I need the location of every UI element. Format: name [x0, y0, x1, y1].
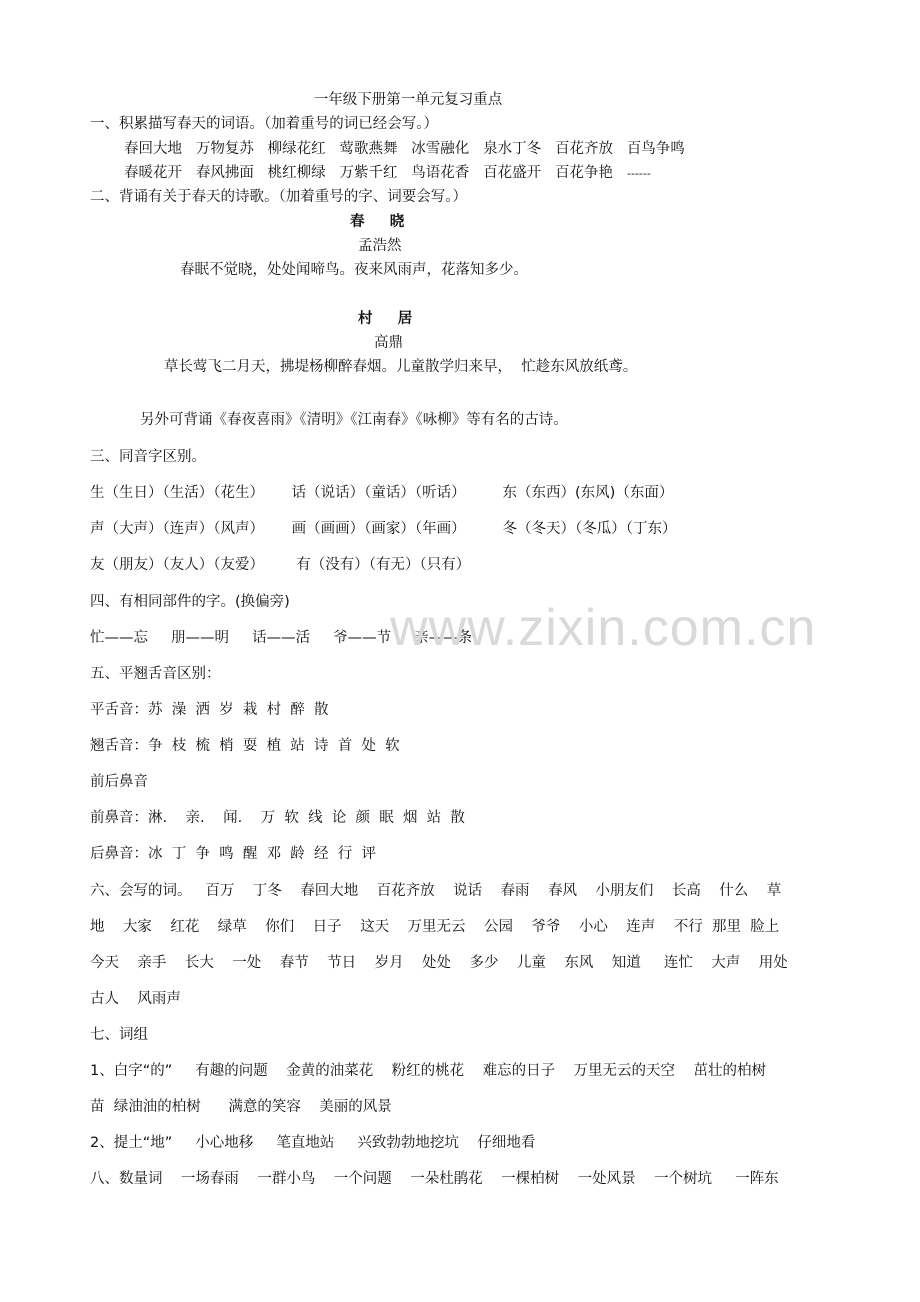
homophone-row-2: 声（大声）（连声）（风声） 画（画画）（画家）（年画） 冬（冬天）（冬瓜）（丁东） [90, 521, 677, 537]
section-8-line-1: 八、数量词 一场春雨 一群小鸟 一个问题 一朵杜鹃花 一棵柏树 一处风景 一个树坑 一阵东 [90, 1171, 779, 1187]
homophone-row-1: 生（生日）（生活）（花生） 话（说话）（童话）（听话） 东（东西）(东风)（东面） [90, 485, 674, 501]
section-7-line-2: 苗 绿油油的柏树 满意的笑容 美丽的风景 [90, 1099, 392, 1115]
section-7-line-1: 1、白字“的” 有趣的问题 金黄的油菜花 粉红的桃花 难忘的日子 万里无云的天空 茁壮的柏树 [90, 1063, 766, 1079]
poem-2-author: 高鼎 [374, 335, 403, 351]
section-6-line-2: 地 大家 红花 绿草 你们 日子 这天 万里无云 公园 爷爷 小心 连声 不行 那里 脸上 [90, 919, 780, 935]
page-title: 一年级下册第一单元复习重点 [313, 92, 503, 108]
section-1-heading: 一、积累描写春天的词语。（加着重号的词已经会写。） [90, 116, 438, 132]
section-7-heading: 七、词组 [90, 1027, 148, 1043]
spring-words-row-2 [124, 163, 651, 184]
section-7-line-3: 2、提土“地” 小心地移 笔直地站 兴致勃勃地挖坑 仔细地看 [90, 1135, 536, 1151]
extra-poems: 另外可背诵《春夜喜雨》《清明》《江南春》《咏柳》等有名的古诗。 [140, 412, 568, 428]
homophone-row-3: 友（朋友）（友人）（友爱） 有（没有）（有无）（只有） [90, 557, 471, 573]
front-nasal-row: 前鼻音：淋. 亲. 闻. 万 软 线 论 颜 眠 烟 站 散 [90, 810, 465, 826]
watermark: www.zixin.com.cn [390, 599, 817, 657]
section-5-heading: 五、平翘舌音区别： [90, 666, 221, 682]
retroflex-row: 翘舌音：争 枝 梳 梢 耍 植 站 诗 首 处 软 [90, 738, 400, 754]
section-6-line-3: 今天 亲手 长大 一处 春节 节日 岁月 处处 多少 儿童 东风 知道 连忙 大声 用处 [90, 955, 788, 971]
poem-1-author: 孟浩然 [358, 238, 402, 254]
section-6-line-4: 古人 风雨声 [90, 991, 181, 1007]
spring-words-row-1: 春回大地 万物复苏 柳绿花红 莺歌燕舞 冰雪融化 泉水丁冬 百花齐放 百鸟争鸣 [124, 141, 685, 157]
dash-tail: ------ [626, 167, 651, 180]
radical-pairs: 忙——忘 朋——明 话——活 爷——节 亲——条 [90, 630, 473, 646]
poem-1-title: 春 晓 [350, 214, 406, 230]
section-3-heading: 三、同音字区别。 [90, 449, 206, 465]
poem-2-title: 村 居 [358, 311, 414, 327]
back-nasal-row: 后鼻音：冰 丁 争 鸣 醒 邓 龄 经 行 评 [90, 846, 376, 862]
spring-words-row-2-text: 春暖花开 春风拂面 桃红柳绿 万紫千红 鸟语花香 百花盛开 百花争艳 [124, 165, 613, 181]
section-6-line-1: 六、会写的词。 百万 丁冬 春回大地 百花齐放 说话 春雨 春风 小朋友们 长高 什么 草 [90, 883, 782, 899]
section-2-heading: 二、背诵有关于春天的诗歌。（加着重号的字、词要会写。） [90, 189, 467, 205]
poem-2-text: 草长莺飞二月天，拂堤杨柳醉春烟。儿童散学归来早， 忙趁东风放纸鸢。 [164, 359, 638, 375]
flat-tongue-row: 平舌音：苏 澡 洒 岁 栽 村 醉 散 [90, 702, 329, 718]
poem-1-text: 春眠不觉晓，处处闻啼鸟。夜来风雨声，花落知多少。 [180, 262, 528, 278]
nasal-heading: 前后鼻音 [90, 774, 148, 790]
section-4-heading: 四、有相同部件的字。(换偏旁) [90, 594, 290, 610]
